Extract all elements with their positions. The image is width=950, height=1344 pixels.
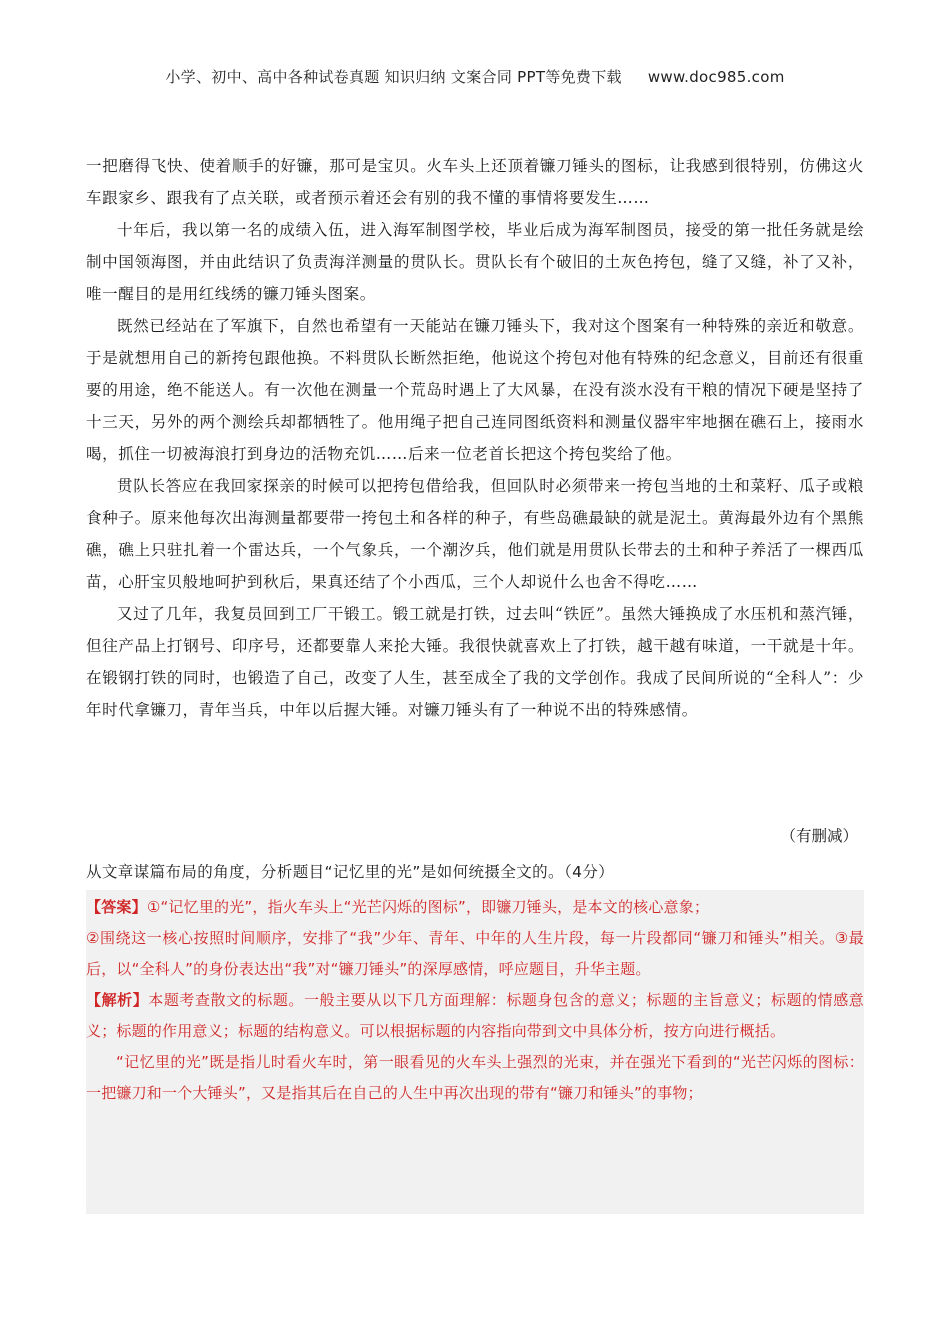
article-paragraph: 一把磨得飞快、使着顺手的好镰，那可是宝贝。火车头上还顶着镰刀锤头的图标，让我感到很特别，仿佛这火车跟家乡、跟我有了点关联，或者预示着还会有别的我不懂的事情将要发生…… bbox=[86, 157, 864, 207]
answer-line-1 bbox=[86, 892, 864, 923]
article-body bbox=[86, 150, 864, 726]
header-text: 小学、初中、高中各种试卷真题 知识归纳 文案合同 PPT等免费下载 bbox=[165, 68, 622, 86]
source-note: （有删减） bbox=[780, 827, 858, 845]
question-text: 从文章谋篇布局的角度，分析题目“记忆里的光”是如何统摄全文的。（4分） bbox=[86, 863, 615, 881]
page-header bbox=[0, 66, 950, 87]
article-paragraph: 贯队长答应在我回家探亲的时候可以把挎包借给我，但回队时必须带来一挎包当地的土和菜籽、瓜子或粮食种子。原来他每次出海测量都要带一挎包土和各样的种子，有些岛礁最缺的就是泥土。黄海最外边有个黑熊礁，礁上只驻扎着一个雷达兵，一个气象兵，一个潮汐兵，他们就是用贯队长带去的土和种子养活了一棵西瓜苗，心肝宝贝般地呵护到秋后，果真还结了个小西瓜，三个人却说什么也舍不得吃…… bbox=[86, 477, 864, 591]
analysis-tag: 【解析】 bbox=[86, 991, 149, 1009]
analysis-paragraph-2: “记忆里的光”既是指儿时看火车时，第一眼看见的火车头上强烈的光束，并在强光下看到的“光芒闪烁的图标：一把镰刀和一个大锤头”，又是指其后在自己的人生中再次出现的带有“镰刀和锤头”的事物； bbox=[86, 1053, 864, 1102]
article-paragraph: 十年后，我以第一名的成绩入伍，进入海军制图学校，毕业后成为海军制图员，接受的第一批任务就是绘制中国领海图，并由此结识了负责海洋测量的贯队长。贯队长有个破旧的土灰色挎包，缝了又缝，补了又补，唯一醒目的是用红线绣的镰刀锤头图案。 bbox=[86, 221, 864, 303]
analysis-paragraph bbox=[86, 985, 864, 1047]
article-paragraph: 又过了几年，我复员回到工厂干锻工。锻工就是打铁，过去叫“铁匠”。虽然大锤换成了水压机和蒸汽锤，但往产品上打钢号、印序号，还都要靠人来抡大锤。我很快就喜欢上了打铁，越干越有味道，一干就是十年。在锻钢打铁的同时，也锻造了自己，改变了人生，甚至成全了我的文学创作。我成了民间所说的“全科人”：少年时代拿镰刀，青年当兵，中年以后握大锤。对镰刀锤头有了一种说不出的特殊感情。 bbox=[86, 605, 864, 719]
answer-box bbox=[86, 890, 864, 1214]
header-site-link[interactable]: www.doc985.com bbox=[647, 68, 785, 86]
article-paragraph: 既然已经站在了军旗下，自然也希望有一天能站在镰刀锤头下，我对这个图案有一种特殊的亲近和敬意。于是就想用自己的新挎包跟他换。不料贯队长断然拒绝，他说这个挎包对他有特殊的纪念意义，目前还有很重要的用途，绝不能送人。有一次他在测量一个荒岛时遇上了大风暴，在没有淡水没有干粮的情况下硬是坚持了十三天，另外的两个测绘兵却都牺牲了。他用绳子把自己连同图纸资料和测量仪器牢牢地捆在礁石上，接雨水喝，抓住一切被海浪打到身边的活物充饥……后来一位老首长把这个挎包奖给了他。 bbox=[86, 317, 864, 463]
answer-line-2: ②围绕这一核心按照时间顺序，安排了“我”少年、青年、中年的人生片段，每一片段都同“镰刀和锤头”相关。③最后，以“全科人”的身份表达出“我”对“镰刀锤头”的深厚感情，呼应题目，升华主题。 bbox=[86, 929, 864, 978]
answer-tag: 【答案】 bbox=[86, 898, 147, 916]
answer-line-1-text: ①“记忆里的光”，指火车头上“光芒闪烁的图标”，即镰刀锤头，是本文的核心意象； bbox=[146, 898, 710, 916]
analysis-text: 本题考查散文的标题。一般主要从以下几方面理解：标题身包含的意义；标题的主旨意义；标题的情感意义；标题的作用意义；标题的结构意义。可以根据标题的内容指向带到文中具体分析，按方向进行概括。 bbox=[86, 991, 864, 1040]
